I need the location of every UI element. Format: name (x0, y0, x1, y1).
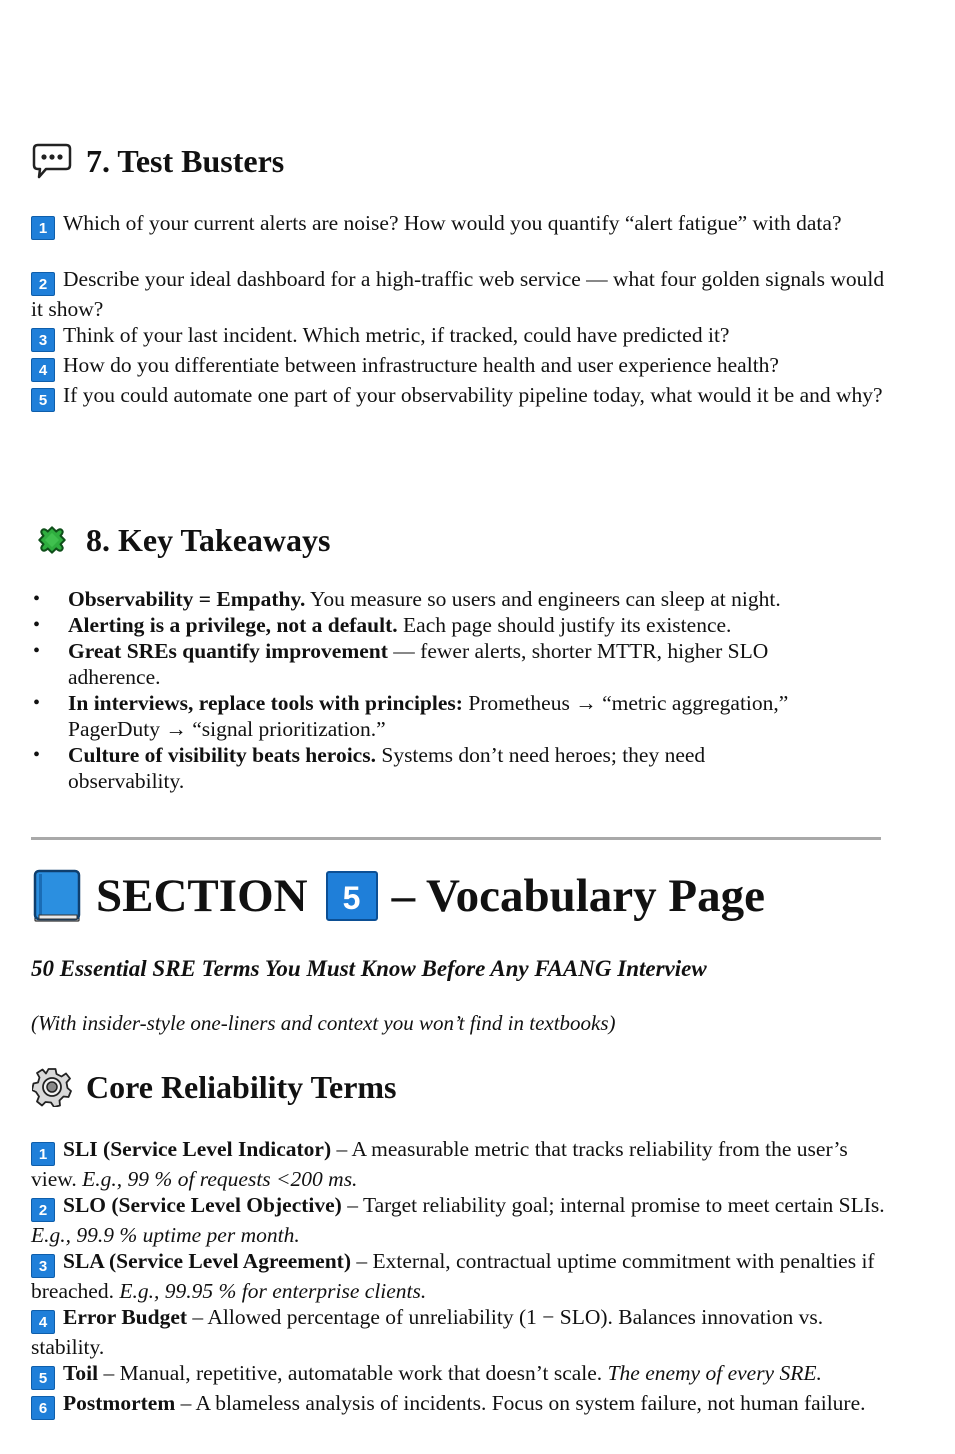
term-name: Error Budget (63, 1305, 188, 1329)
key-takeaways-heading (32, 520, 330, 560)
number-badge: 6 (31, 1396, 55, 1420)
section-number-badge: 5 (326, 871, 378, 921)
takeaway-text: Systems don’t need heroes; they need observability. (68, 743, 706, 793)
question-item (31, 210, 891, 240)
term-definition: – Target reliability goal; internal promise to meet certain SLIs. (341, 1193, 885, 1217)
number-badge: 5 (31, 388, 55, 412)
term-item (31, 1390, 891, 1420)
term-definition: – Allowed percentage of unreliability (1 − SLO). Balances innovation vs. stability. (31, 1305, 824, 1359)
takeaway-text: — fewer alerts, shorter MTTR, higher SLO adherence. (68, 639, 769, 689)
takeaway-bold: Alerting is a privilege, not a default. (68, 613, 398, 637)
list-item (0, 690, 800, 742)
term-name: Toil (63, 1361, 99, 1385)
question-text: How do you differentiate between infrastructure health and user experience health? (63, 353, 779, 377)
term-example: The enemy of every SRE. (607, 1361, 822, 1385)
puzzle-piece-icon (32, 520, 72, 560)
question-text: If you could automate one part of your observability pipeline today, what would it be and why? (63, 383, 883, 407)
number-badge: 5 (31, 1366, 55, 1390)
takeaway-bold: Culture of visibility beats heroics. (68, 743, 376, 767)
blue-book-icon (32, 869, 82, 923)
speech-bubble-icon (32, 141, 72, 181)
divider (31, 837, 881, 840)
test-busters-title: 7. Test Busters (86, 143, 285, 179)
term-name: SLI (Service Level Indicator) (63, 1137, 332, 1161)
number-badge: 3 (31, 1254, 55, 1278)
question-item (31, 322, 891, 352)
term-item (31, 1304, 891, 1361)
question-item (31, 266, 891, 323)
test-busters-heading (32, 141, 284, 181)
number-badge: 4 (31, 358, 55, 382)
takeaway-bold: Observability = Empathy. (68, 587, 306, 611)
list-item (0, 742, 800, 794)
list-item (0, 638, 800, 690)
key-takeaways-title: 8. Key Takeaways (86, 522, 331, 558)
number-badge: 1 (31, 216, 55, 240)
section-prefix: SECTION (96, 870, 308, 922)
gear-icon (32, 1067, 72, 1107)
question-item (31, 382, 891, 412)
term-example: E.g., 99.9 % uptime per month. (31, 1223, 300, 1247)
term-definition: – Manual, repetitive, automatable work that doesn’t scale. (98, 1361, 608, 1385)
term-name: Postmortem (63, 1391, 176, 1415)
term-name: SLA (Service Level Agreement) (63, 1249, 351, 1273)
section-suffix: – Vocabulary Page (391, 870, 765, 922)
term-example: E.g., 99.95 % for enterprise clients. (119, 1279, 427, 1303)
question-text: Describe your ideal dashboard for a high-traffic web service — what four golden signals would it show? (31, 267, 885, 321)
question-text: Which of your current alerts are noise? How would you quantify “alert fatigue” with data? (63, 211, 842, 235)
takeaway-bold: In interviews, replace tools with principles: (68, 691, 463, 715)
takeaway-text: Each page should justify its existence. (397, 613, 732, 637)
term-item (31, 1136, 891, 1193)
term-item (31, 1248, 891, 1305)
takeaways-list (0, 586, 800, 794)
term-item (31, 1360, 891, 1390)
term-name: SLO (Service Level Objective) (63, 1193, 342, 1217)
list-item (0, 586, 800, 612)
term-definition: – A measurable metric that tracks reliability from the user’s view. (31, 1137, 848, 1191)
question-item (31, 352, 891, 382)
number-badge: 2 (31, 1198, 55, 1222)
core-terms-title: Core Reliability Terms (86, 1069, 397, 1105)
takeaway-text: You measure so users and engineers can sleep at night. (305, 587, 781, 611)
number-badge: 3 (31, 328, 55, 352)
term-item (31, 1192, 891, 1249)
core-terms-heading (32, 1067, 397, 1107)
number-badge: 2 (31, 272, 55, 296)
question-text: Think of your last incident. Which metric, if tracked, could have predicted it? (63, 323, 730, 347)
term-example: E.g., 99 % of requests <200 ms. (82, 1167, 358, 1191)
term-definition: – A blameless analysis of incidents. Focus on system failure, not human failure. (175, 1391, 866, 1415)
section-heading (32, 868, 765, 924)
list-item (0, 612, 800, 638)
number-badge: 1 (31, 1142, 55, 1166)
number-badge: 4 (31, 1310, 55, 1334)
section-note: (With insider-style one-liners and context you won’t find in textbooks) (31, 1011, 616, 1035)
takeaway-text: Prometheus → “metric aggregation,” PagerDuty → “signal prioritization.” (68, 691, 789, 741)
term-definition: – External, contractual uptime commitment with penalties if breached. (31, 1249, 875, 1303)
section-subtitle: 50 Essential SRE Terms You Must Know Before Any FAANG Interview (31, 956, 707, 981)
takeaway-bold: Great SREs quantify improvement (68, 639, 388, 663)
